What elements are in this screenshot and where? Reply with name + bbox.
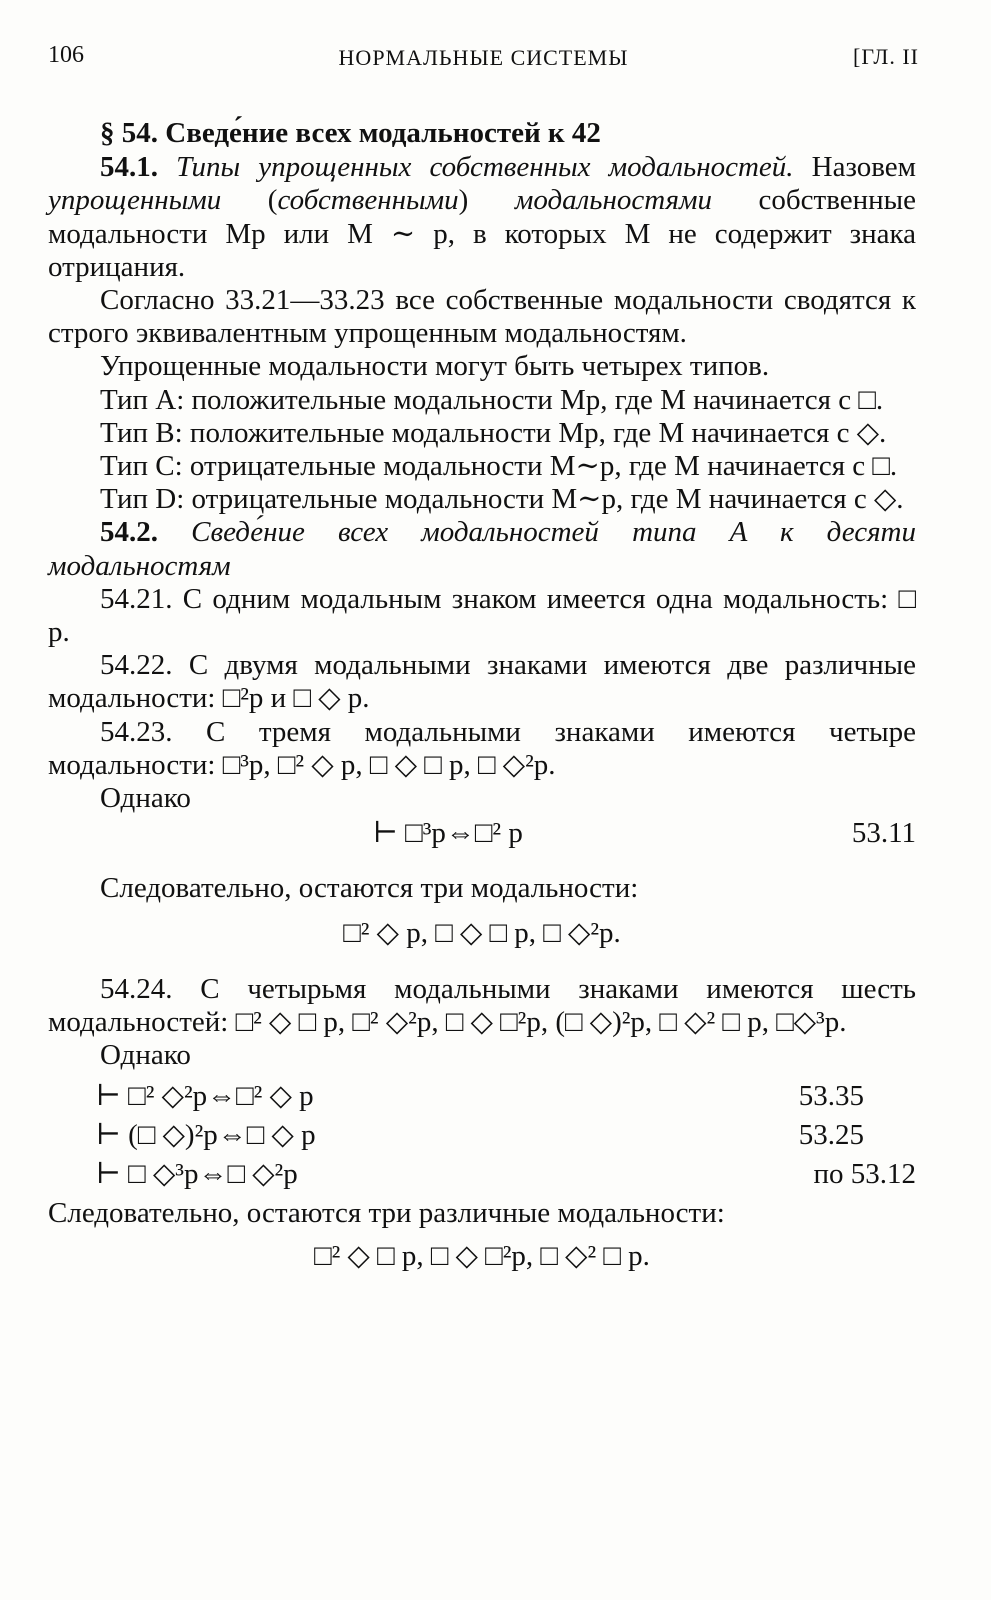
term-proper: собственными (277, 184, 459, 217)
paragraph-54-24: 54.24. С четырьмя модальными знаками имеются шесть модальностей: □² ◇ □ p, □² ◇²p, □ ◇ □²p, (□ ◇)²p, □ ◇² □ p, □◇³p. (48, 972, 916, 1038)
text-fragment: Назовем (811, 151, 917, 184)
subsection-number: 54.2. (100, 516, 158, 549)
paragraph-four-types: Упрощенные модальности могут быть четырех типов. (100, 350, 770, 383)
remaining-modalities: □² ◇ □ p, □ ◇ □²p, □ ◇² □ p. (314, 1240, 650, 1273)
formula-reference: по 53.12 (813, 1158, 916, 1191)
formula-reference: 53.25 (798, 1119, 864, 1152)
section-heading: § 54. Сведе́ние всех модальностей к 42 (100, 117, 601, 149)
formula-reference: 53.11 (851, 817, 916, 850)
formula: ⊢ □ ◇³p⇔□ ◇²p (96, 1158, 298, 1191)
paragraph-54-21: 54.21. С одним модальным знаком имеется одна модальность: □ p. (48, 582, 916, 649)
subsection-54-2 (48, 516, 916, 582)
formula: ⊢ □² ◇²p⇔□² ◇ p (96, 1080, 314, 1113)
page-body (48, 117, 916, 1274)
page-number: 106 (48, 42, 84, 68)
paragraph-reduction: Согласно 33.21—33.23 все собственные модальности сводятся к строго эквивалентным упрощенным модальностям. (48, 284, 916, 350)
remaining-modalities: □² ◇ p, □ ◇ □ p, □ ◇²p. (343, 917, 621, 950)
subsection-title: Сведе́ние всех модальностей типа A к десяти модальностям (48, 516, 916, 582)
chapter-label: [ГЛ. II (853, 44, 919, 69)
however-label: Однако (100, 1039, 191, 1072)
paragraph-54-1 (48, 151, 916, 284)
paragraph-number: 54.1. (100, 151, 158, 184)
type-c: Тип C: отрицательные модальности M∼p, где M начинается с □. (100, 450, 898, 483)
formula-reference: 53.35 (798, 1080, 864, 1113)
formula: ⊢ □³p⇔□² p (373, 817, 523, 850)
formula-row (48, 817, 916, 850)
consequence-text: Следовательно, остаются три различные модальности: (48, 1197, 725, 1230)
type-b: Тип B: положительные модальности Mp, где M начинается с ◇. (100, 416, 887, 449)
type-a: Тип A: положительные модальности Mp, где M начинается с □. (100, 383, 884, 416)
running-title: НОРМАЛЬНЫЕ СИСТЕМЫ (338, 45, 629, 70)
formula-row (48, 1119, 916, 1152)
paragraph-title: Типы упрощенных собственных модальностей. (176, 151, 794, 184)
paragraph-54-23: 54.23. С тремя модальными знаками имеются четыре модальности: □³p, □² ◇ p, □ ◇ □ p, □ ◇²p. (48, 715, 916, 781)
formula-row (48, 1080, 916, 1113)
type-d: Тип D: отрицательные модальности M∼p, где M начинается с ◇. (100, 483, 904, 516)
formula: ⊢ (□ ◇)²p⇔□ ◇ p (96, 1119, 316, 1152)
running-head (48, 42, 919, 82)
text-fragment: ) (458, 184, 469, 217)
text-fragment: собственные модальности Mp или M ∼ p, в которых M не содержит знака отрицания. (48, 184, 916, 283)
however-label: Однако (100, 782, 191, 815)
text-fragment: ( (267, 184, 278, 217)
term-modalities: модальностями (514, 184, 713, 217)
term-simplified: упрощенными (48, 184, 222, 217)
paragraph-54-22: 54.22. С двумя модальными знаками имеются две различные модальности: □²p и □ ◇ p. (48, 649, 916, 715)
formula-row (48, 1158, 916, 1191)
consequence-text: Следовательно, остаются три модальности: (100, 872, 639, 905)
